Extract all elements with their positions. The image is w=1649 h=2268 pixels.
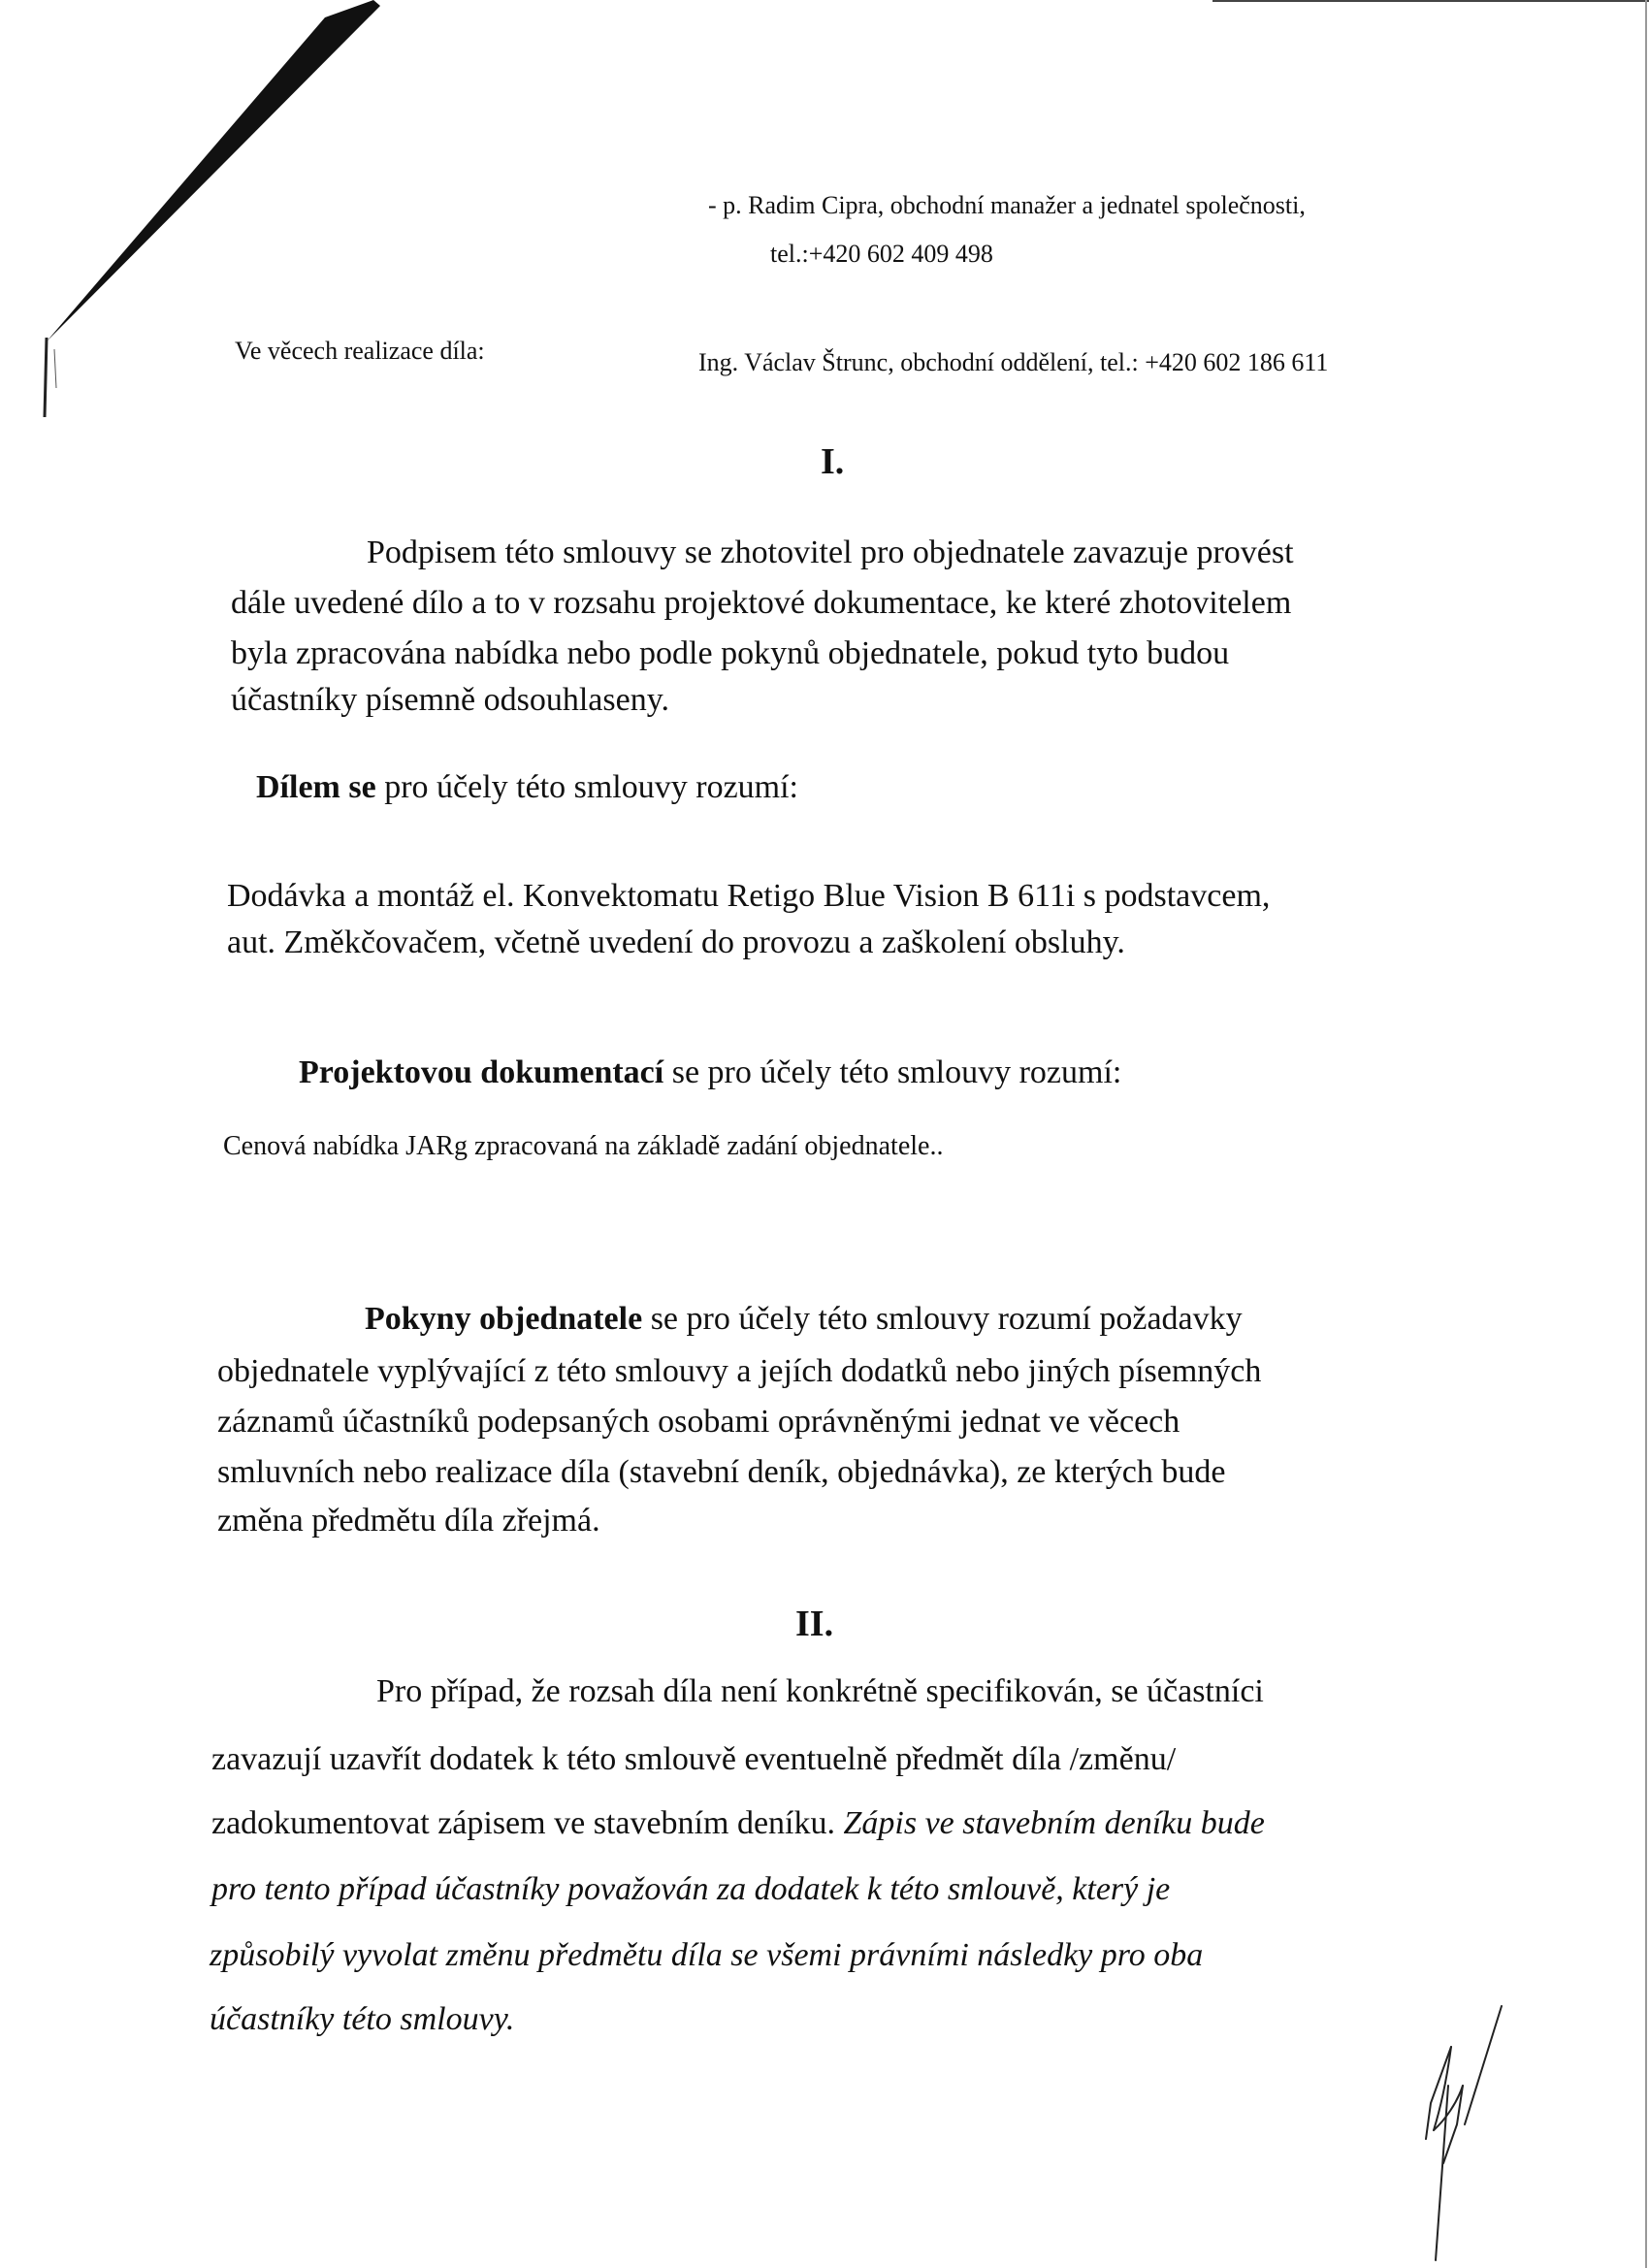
- section2-italic-line: účastníky této smlouvy.: [210, 2001, 515, 2037]
- intro-paragraph-line: byla zpracována nabídka nebo podle pokynů objednatele, pokud tyto budou: [231, 635, 1230, 671]
- instructions-text: se pro účely této smlouvy rozumí požadavky: [642, 1301, 1243, 1337]
- section2-line: zavazují uzavřít dodatek k této smlouvě eventuelně předmět díla /změnu/: [211, 1741, 1177, 1777]
- realization-label: Ve věcech realizace díla:: [235, 337, 485, 365]
- work-definition-text: pro účely této smlouvy rozumí:: [375, 769, 798, 805]
- instructions-line: smluvních nebo realizace díla (stavební deník, objednávka), ze kterých bude: [217, 1454, 1226, 1490]
- work-definition-term: Dílem se: [256, 769, 376, 805]
- section2-line: [211, 1800, 1265, 1847]
- diagonal-scan-mark: [47, 0, 380, 341]
- left-edge-mark: [45, 338, 47, 417]
- section2-normal-text: zadokumentovat zápisem ve stavebním deníku.: [211, 1805, 844, 1841]
- delivery-line: Dodávka a montáž el. Konvektomatu Retigo Blue Vision B 611i s podstavcem,: [227, 878, 1271, 914]
- manager-phone: tel.:+420 602 409 498: [770, 240, 993, 268]
- section2-italic-text: Zápis ve stavebním deníku bude: [843, 1805, 1265, 1841]
- project-documentation-term: Projektovou dokumentací: [299, 1054, 664, 1090]
- instructions-line: objednatele vyplývající z této smlouvy a jejích dodatků nebo jiných písemných: [217, 1353, 1262, 1389]
- instructions-line: záznamů účastníků podepsaných osobami oprávněnými jednat ve věcech: [217, 1404, 1180, 1440]
- section2-line: Pro případ, že rozsah díla není konkrétně specifikován, se účastníci: [376, 1673, 1264, 1709]
- work-definition-line: [256, 764, 798, 811]
- price-offer-line: Cenová nabídka JARg zpracovaná na základě zadání objednatele..: [223, 1131, 944, 1161]
- project-documentation-line: [299, 1050, 1121, 1096]
- section2-italic-line: způsobilý vyvolat změnu předmětu díla se všemi právními následky pro oba: [210, 1937, 1204, 1973]
- project-documentation-text: se pro účely této smlouvy rozumí:: [663, 1054, 1122, 1090]
- section-heading-2: II.: [795, 1604, 834, 1644]
- manager-contact-line: - p. Radim Cipra, obchodní manažer a jednatel společnosti,: [708, 191, 1306, 219]
- realization-contact: Ing. Václav Štrunc, obchodní oddělení, tel.: +420 602 186 611: [698, 348, 1329, 376]
- section2-italic-line: pro tento případ účastníky považován za dodatek k této smlouvě, který je: [211, 1871, 1171, 1907]
- instructions-line: [365, 1296, 1243, 1343]
- intro-paragraph-line: dále uvedené dílo a to v rozsahu projektové dokumentace, ke které zhotovitelem: [231, 585, 1292, 621]
- initials-signature: [1426, 2006, 1502, 2260]
- left-edge-mark-2: [54, 349, 56, 388]
- intro-paragraph-line: účastníky písemně odsouhlaseny.: [231, 682, 669, 718]
- section-heading-1: I.: [821, 441, 845, 482]
- instructions-line: změna předmětu díla zřejmá.: [217, 1503, 600, 1539]
- instructions-term: Pokyny objednatele: [365, 1301, 643, 1337]
- delivery-line: aut. Změkčovačem, včetně uvedení do provozu a zaškolení obsluhy.: [227, 924, 1125, 960]
- intro-paragraph-line: Podpisem této smlouvy se zhotovitel pro objednatele zavazuje provést: [367, 535, 1294, 570]
